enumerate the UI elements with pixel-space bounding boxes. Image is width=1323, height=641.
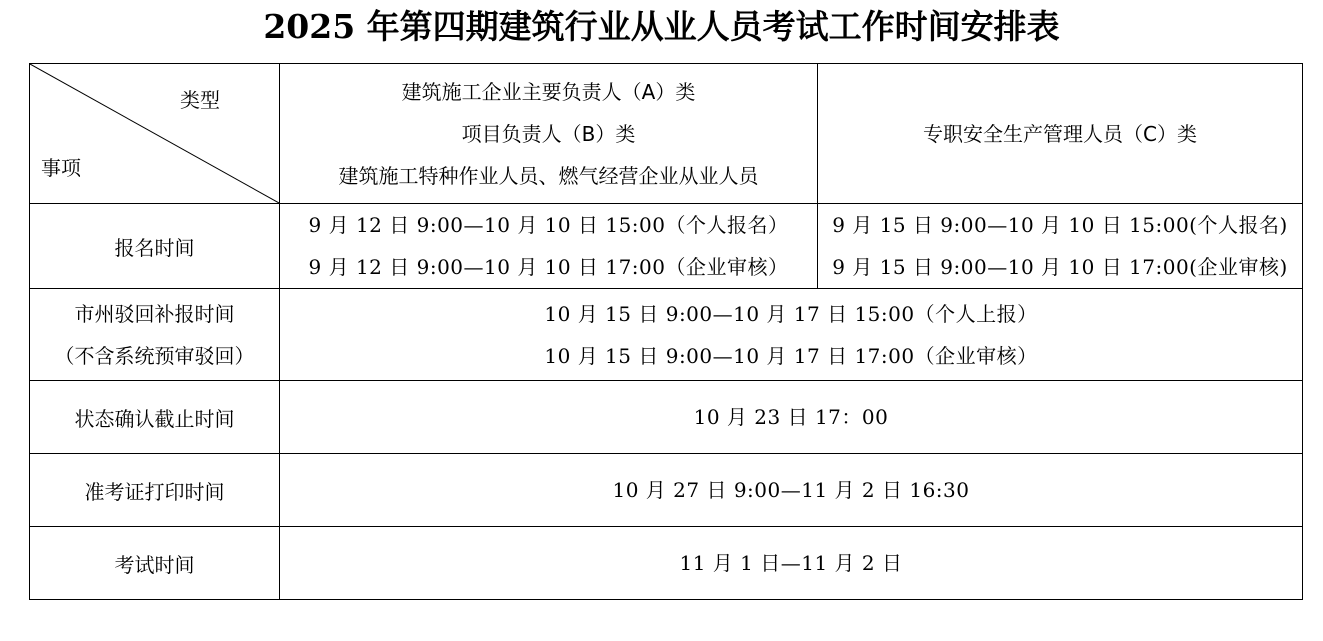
date-line: 9 月 12 日 9:00—10 月 10 日 15:00（个人报名） (308, 213, 789, 237)
date-line: 9 月 15 日 9:00—10 月 10 日 15:00(个人报名) (832, 213, 1288, 237)
table-row (30, 527, 1303, 600)
header-cell-c (818, 64, 1303, 204)
row-label-cell (30, 527, 280, 600)
table-row (30, 381, 1303, 454)
page-title: 2025 年第四期建筑行业从业人员考试工作时间安排表 (263, 7, 1060, 46)
corner-type-label: 类型 (180, 88, 220, 112)
date-cell-c (818, 204, 1303, 289)
corner-header-cell (30, 64, 280, 204)
table-row (30, 289, 1303, 381)
date-line: 10 月 15 日 9:00—10 月 17 日 17:00（企业审核） (544, 343, 1038, 368)
row-label-note: （不含系统预审驳回） (54, 343, 255, 368)
row-label: 市州驳回补报时间 (74, 301, 235, 326)
date-cell-merged (280, 381, 1303, 454)
date-line: 9 月 15 日 9:00—10 月 10 日 17:00(企业审核) (832, 255, 1288, 279)
table-row (30, 204, 1303, 289)
header-abc-line: 建筑施工特种作业人员、燃气经营企业从业人员 (338, 163, 759, 188)
row-label: 状态确认截止时间 (74, 406, 235, 431)
row-label-cell (30, 204, 280, 289)
schedule-table (29, 63, 1303, 600)
table-row (30, 454, 1303, 527)
header-cell-abc (280, 64, 818, 204)
header-abc-line: 项目负责人（B）类 (461, 121, 636, 146)
diagonal-divider (30, 64, 279, 203)
date-line: 10 月 15 日 9:00—10 月 17 日 15:00（个人上报） (544, 301, 1038, 326)
date-line: 10 月 23 日 17：00 (693, 405, 889, 429)
corner-item-label: 事项 (41, 156, 81, 180)
date-line: 11 月 1 日—11 月 2 日 (679, 551, 903, 575)
date-cell-merged (280, 289, 1303, 381)
row-label: 考试时间 (114, 552, 195, 577)
row-label-cell (30, 289, 280, 381)
date-cell-ab (280, 204, 818, 289)
row-label-cell (30, 381, 280, 454)
table-header-row (30, 64, 1303, 204)
header-abc-line: 建筑施工企业主要负责人（A）类 (401, 79, 696, 104)
row-label: 准考证打印时间 (84, 479, 225, 504)
row-label: 报名时间 (114, 235, 195, 260)
date-cell-merged (280, 454, 1303, 527)
date-line: 10 月 27 日 9:00—11 月 2 日 16:30 (612, 478, 970, 502)
date-line: 9 月 12 日 9:00—10 月 10 日 17:00（企业审核） (308, 255, 789, 279)
date-cell-merged (280, 527, 1303, 600)
row-label-cell (30, 454, 280, 527)
header-c-label: 专职安全生产管理人员（C）类 (923, 121, 1197, 146)
